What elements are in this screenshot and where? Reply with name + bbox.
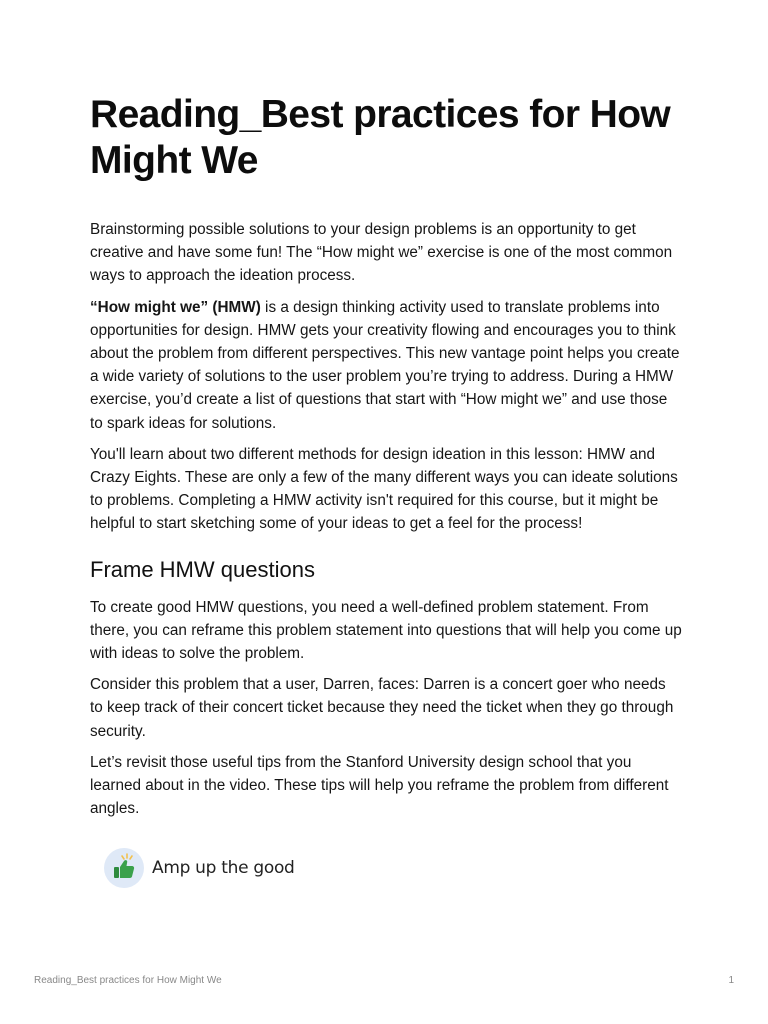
amp-up-the-good-callout xyxy=(104,848,682,888)
section-heading: Frame HMW questions xyxy=(90,556,315,582)
page-title: Reading_Best practices for How Might We xyxy=(90,93,671,182)
intro-paragraph: Brainstorming possible solutions to your design problems is an opportunity to get creative and have some fun! The “How might we” exercise is one of the most common ways to approach the ideation process. xyxy=(90,221,673,285)
footer-title: Reading_Best practices for How Might We xyxy=(34,975,222,986)
document-page xyxy=(90,92,682,888)
section-paragraph: Let’s revisit those useful tips from the Stanford University design school that you learned about in the video. These tips will help you reframe the problem from different angles. xyxy=(90,753,669,818)
section-paragraph: Consider this problem that a user, Darren, faces: Darren is a concert goer who needs to keep track of their concert ticket because they need the ticket when they go through security. xyxy=(90,676,674,740)
page-number: 1 xyxy=(728,975,734,986)
section-paragraph: To create good HMW questions, you need a well-defined problem statement. From there, you can reframe this problem statement into questions that will help you come up with ideas to solve the problem. xyxy=(90,598,682,663)
callout-label: Amp up the good xyxy=(152,858,295,879)
methods-paragraph: You'll learn about two different methods for design ideation in this lesson: HMW and Crazy Eights. These are only a few of the many different ways you can ideate solutions to problems. Completing a HMW activity isn't required for this course, but it might be helpful to start sketching some of your ideas to get a feel for the process! xyxy=(90,445,678,533)
hmw-paragraph xyxy=(90,296,682,435)
thumbs-up-icon xyxy=(104,848,144,888)
hmw-paragraph-text: is a design thinking activity used to translate problems into opportunities for design. HMW gets your creativity flowing and encourages you to think about the problem from different perspectives. This new vantage point helps you create a wide variety of solutions to the user problem you’re trying to address. During a HMW exercise, you’d create a list of questions that start with “How might we” and use those to spark ideas for solutions. xyxy=(90,298,680,432)
hmw-bold-term: “How might we” (HMW) xyxy=(90,298,261,316)
